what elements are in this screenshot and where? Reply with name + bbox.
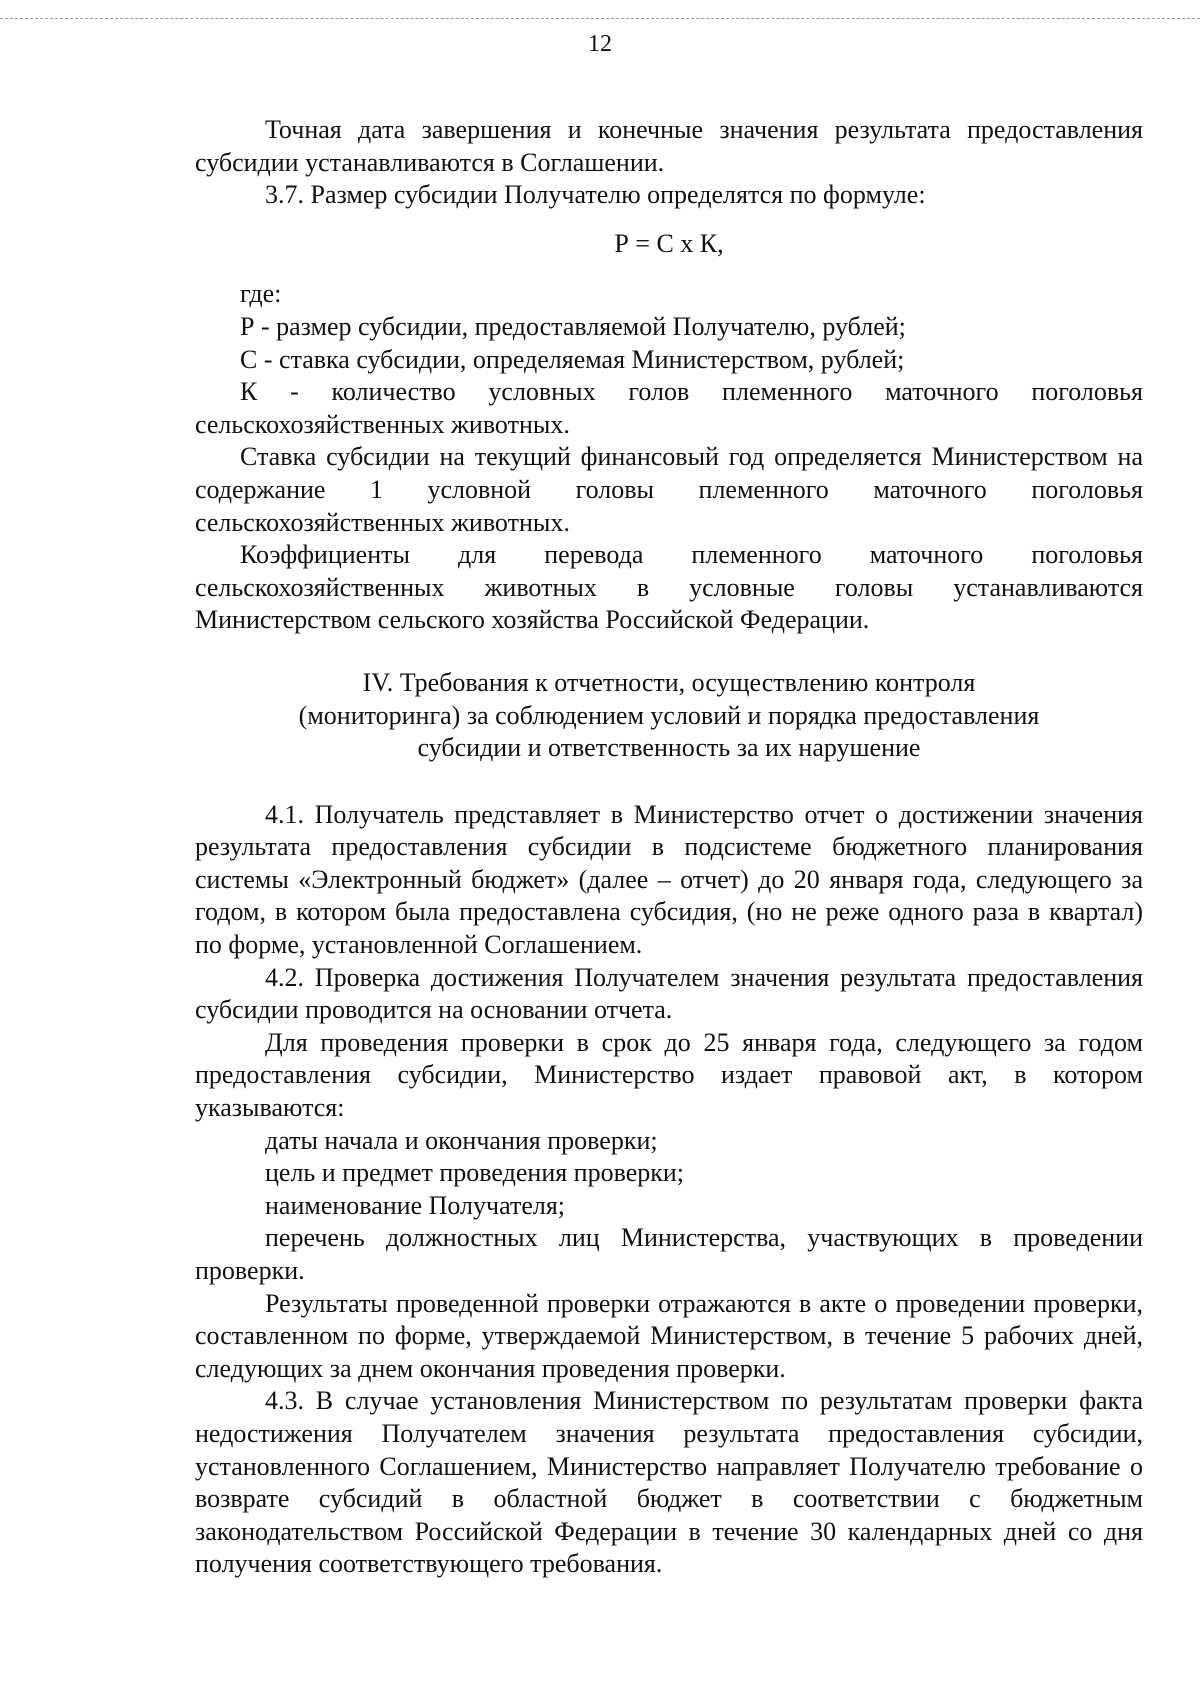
paragraph-4-1: 4.1. Получатель представляет в Министерство отчет о достижении значения результата предоставления субсидии в подсистеме бюджетного планирования системы «Электронный бюджет» (далее – отчет) до 20 января года, следующего за годом, в котором была предоставлена субсидия, (но не реже одного раза в квартал) по форме, установленной Соглашением. bbox=[195, 799, 1143, 960]
formula-where-label: где: bbox=[240, 279, 282, 309]
paragraph-coefficients: Коэффициенты для перевода племенного маточного поголовья сельскохозяйственных животных в условные головы устанавливаются Министерством сельского хозяйства Российской Федерации. bbox=[195, 540, 1143, 635]
check-act-list bbox=[195, 1125, 1143, 1288]
section-iv-heading-line-2: (мониторинга) за соблюдением условий и порядка предоставления bbox=[298, 700, 1040, 730]
section-iv-heading-line-3: субсидии и ответственность за их нарушение bbox=[417, 733, 921, 763]
paragraph-rate: Ставка субсидии на текущий финансовый год определяется Министерством на содержание 1 условной головы племенного маточного поголовья сельскохозяйственных животных. bbox=[195, 442, 1143, 537]
formula-definitions bbox=[195, 311, 1143, 637]
definition-c: С - ставка субсидии, определяемая Министерством, рублей; bbox=[240, 344, 905, 374]
document-body bbox=[195, 114, 1143, 1581]
section-iv-heading-line-1: IV. Требования к отчетности, осуществлению контроля bbox=[362, 667, 976, 697]
paragraph-exact-date: Точная дата завершения и конечные значения результата предоставления субсидии устанавливаются в Соглашении. bbox=[195, 115, 1143, 177]
definition-k: К - количество условных голов племенного маточного поголовья сельскохозяйственных животных. bbox=[195, 377, 1143, 439]
page-number: 12 bbox=[588, 31, 612, 57]
definition-p: Р - размер субсидии, предоставляемой Получателю, рублей; bbox=[240, 311, 906, 341]
paragraph-check-act: Для проведения проверки в срок до 25 января года, следующего за годом предоставления субсидии, Министерство издает правовой акт, в котором указываются: bbox=[195, 1027, 1143, 1123]
paragraph-results: Результаты проведенной проверки отражаются в акте о проведении проверки, составленном по форме, утверждаемой Министерством, в течение 5 рабочих дней, следующих за днем окончания проведения проверки. bbox=[195, 1288, 1143, 1383]
subsidy-formula: Р = С х К, bbox=[614, 228, 724, 258]
section-iv-heading bbox=[195, 667, 1143, 765]
list-item: наименование Получателя; bbox=[265, 1190, 566, 1220]
list-item: цель и предмет проведения проверки; bbox=[265, 1158, 685, 1188]
paragraph-3-7: 3.7. Размер субсидии Получателю определятся по формуле: bbox=[265, 180, 926, 210]
paragraph-4-2: 4.2. Проверка достижения Получателем значения результата предоставления субсидии проводится на основании отчета. bbox=[195, 962, 1143, 1025]
list-item: даты начала и окончания проверки; bbox=[265, 1125, 658, 1155]
scan-edge-line bbox=[0, 18, 1200, 19]
list-item: перечень должностных лиц Министерства, участвующих в проведении проверки. bbox=[195, 1223, 1143, 1285]
paragraph-4-3: 4.3. В случае установления Министерством по результатам проверки факта недостижения Получателем значения результата предоставления субсидии, установленного Соглашением, Министерство направляет Получателю требование о возврате субсидий в областной бюджет в соответствии с бюджетным законодательством Российской Федерации в течение 30 календарных дней со дня получения соответствующего требования. bbox=[195, 1386, 1143, 1579]
